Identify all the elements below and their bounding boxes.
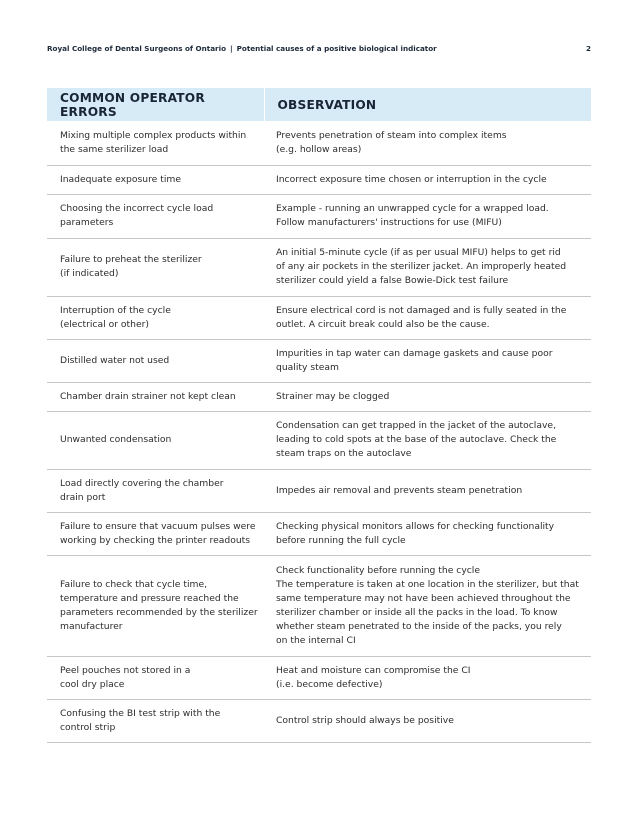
observation-text-line: of any air pockets in the sterilizer jacket. An improperly heated	[276, 261, 567, 272]
observation-text-line: quality steam	[276, 361, 339, 373]
error-cell	[47, 296, 264, 339]
observation-cell	[264, 339, 591, 382]
error-text-line: drain port	[60, 491, 106, 503]
error-cell	[47, 339, 264, 382]
observation-text-line: leading to cold spots at the base of the autoclave. Check the	[276, 434, 557, 445]
error-text-line: Failure to preheat the sterilizer	[60, 254, 202, 265]
table-row	[47, 411, 591, 469]
organization-name: Royal College of Dental Surgeons of Ontario	[47, 44, 227, 53]
observation-cell	[264, 469, 591, 512]
error-cell	[47, 699, 264, 742]
error-text-line: Distilled water not used	[60, 354, 170, 366]
error-text-line: temperature and pressure reached the	[60, 592, 239, 604]
observation-cell	[264, 238, 591, 296]
error-text-line: Unwanted condensation	[60, 434, 172, 445]
observation-cell	[264, 121, 591, 165]
error-cell	[47, 165, 264, 194]
error-text-line: cool dry place	[60, 678, 125, 690]
error-text-line: Load directly covering the chamber	[60, 477, 224, 489]
page-header	[47, 44, 591, 56]
table-row	[47, 165, 591, 194]
table-body	[47, 121, 591, 742]
observation-cell	[264, 656, 591, 699]
operator-errors-table	[47, 88, 591, 743]
error-cell	[47, 512, 264, 555]
error-text-line: (electrical or other)	[60, 318, 149, 330]
observation-cell	[264, 194, 591, 238]
error-text-line: parameters	[60, 217, 114, 228]
observation-text-line: Prevents penetration of steam into complex items	[276, 129, 507, 141]
table-row	[47, 194, 591, 238]
observation-text-line: sterilizer could yield a false Bowie-Dick test failure	[276, 275, 509, 286]
error-cell	[47, 121, 264, 165]
observation-text-line: Impurities in tap water can damage gaskets and cause poor	[276, 347, 553, 359]
table-row	[47, 339, 591, 382]
table-row	[47, 469, 591, 512]
observation-text-line: Incorrect exposure time chosen or interruption in the cycle	[276, 173, 547, 185]
observation-text-line: Ensure electrical cord is not damaged and is fully seated in the	[276, 304, 567, 316]
error-text-line: control strip	[60, 721, 116, 733]
observation-cell	[264, 411, 591, 469]
error-text-line: parameters recommended by the sterilizer	[60, 606, 258, 618]
error-text-line: working by checking the printer readouts	[60, 534, 251, 546]
observation-cell	[264, 699, 591, 742]
observation-text-line: An initial 5-minute cycle (if as per usual MIFU) helps to get rid	[276, 247, 561, 258]
observation-text-line: Follow manufacturers' instructions for use (MIFU)	[276, 217, 502, 228]
error-cell	[47, 555, 264, 656]
observation-text-line: steam traps on the autoclave	[276, 448, 412, 459]
observation-text-line: Control strip should always be positive	[276, 714, 454, 726]
error-text-line: Failure to check that cycle time,	[60, 578, 208, 590]
table-header-row	[47, 88, 591, 121]
table-row	[47, 656, 591, 699]
observation-text-line: Impedes air removal and prevents steam penetration	[276, 484, 523, 496]
table-row	[47, 382, 591, 411]
observation-text-line: (i.e. become defective)	[276, 678, 383, 690]
table-row	[47, 512, 591, 555]
observation-text-line: Check functionality before running the cycle	[276, 564, 481, 576]
observation-text-line: Strainer may be clogged	[276, 390, 390, 402]
error-text-line: Choosing the incorrect cycle load	[60, 203, 214, 214]
error-cell	[47, 656, 264, 699]
table-row	[47, 121, 591, 165]
observation-text-line: sterilizer chamber or inside all the packs in the load. To know	[276, 606, 558, 618]
observation-text-line: Checking physical monitors allows for checking functionality	[276, 520, 555, 532]
table-row	[47, 238, 591, 296]
page-number: 2	[585, 44, 591, 53]
observation-cell	[264, 165, 591, 194]
column-header-errors: COMMON OPERATOR ERRORS	[47, 88, 264, 121]
observation-cell	[264, 512, 591, 555]
error-text-line: (if indicated)	[60, 268, 119, 279]
observation-cell	[264, 296, 591, 339]
error-text-line: the same sterilizer load	[60, 143, 169, 155]
observation-text-line: Heat and moisture can compromise the CI	[276, 664, 471, 676]
error-cell	[47, 194, 264, 238]
observation-text-line: Example - running an unwrapped cycle for a wrapped load.	[276, 203, 549, 214]
observation-text-line: (e.g. hollow areas)	[276, 143, 362, 155]
observation-text-line: outlet. A circuit break could also be the cause.	[276, 318, 490, 330]
observation-cell	[264, 382, 591, 411]
observation-cell	[264, 555, 591, 656]
error-cell	[47, 411, 264, 469]
error-text-line: Mixing multiple complex products within	[60, 129, 247, 141]
error-text-line: Confusing the BI test strip with the	[60, 707, 221, 719]
error-text-line: Interruption of the cycle	[60, 304, 171, 316]
header-separator: |	[230, 44, 233, 53]
error-text-line: manufacturer	[60, 620, 123, 632]
table-row	[47, 699, 591, 742]
error-text-line: Inadequate exposure time	[60, 173, 182, 185]
error-cell	[47, 469, 264, 512]
error-text-line: Failure to ensure that vacuum pulses were	[60, 520, 256, 532]
error-text-line: Chamber drain strainer not kept clean	[60, 390, 236, 402]
observation-text-line: on the internal CI	[276, 634, 356, 646]
column-header-observation: OBSERVATION	[264, 88, 591, 121]
observation-text-line: The temperature is taken at one location in the sterilizer, but that	[276, 578, 579, 590]
observation-text-line: same temperature may not have been achieved throughout the	[276, 592, 571, 604]
error-cell	[47, 238, 264, 296]
table-row	[47, 555, 591, 656]
error-cell	[47, 382, 264, 411]
table-row	[47, 296, 591, 339]
observation-text-line: Condensation can get trapped in the jacket of the autoclave,	[276, 420, 557, 431]
observation-text-line: whether steam penetrated to the inside of the packs, you rely	[276, 620, 562, 632]
error-text-line: Peel pouches not stored in a	[60, 664, 191, 676]
running-head	[47, 44, 437, 53]
observation-text-line: before running the full cycle	[276, 534, 406, 546]
document-title: Potential causes of a positive biological indicator	[236, 44, 437, 53]
